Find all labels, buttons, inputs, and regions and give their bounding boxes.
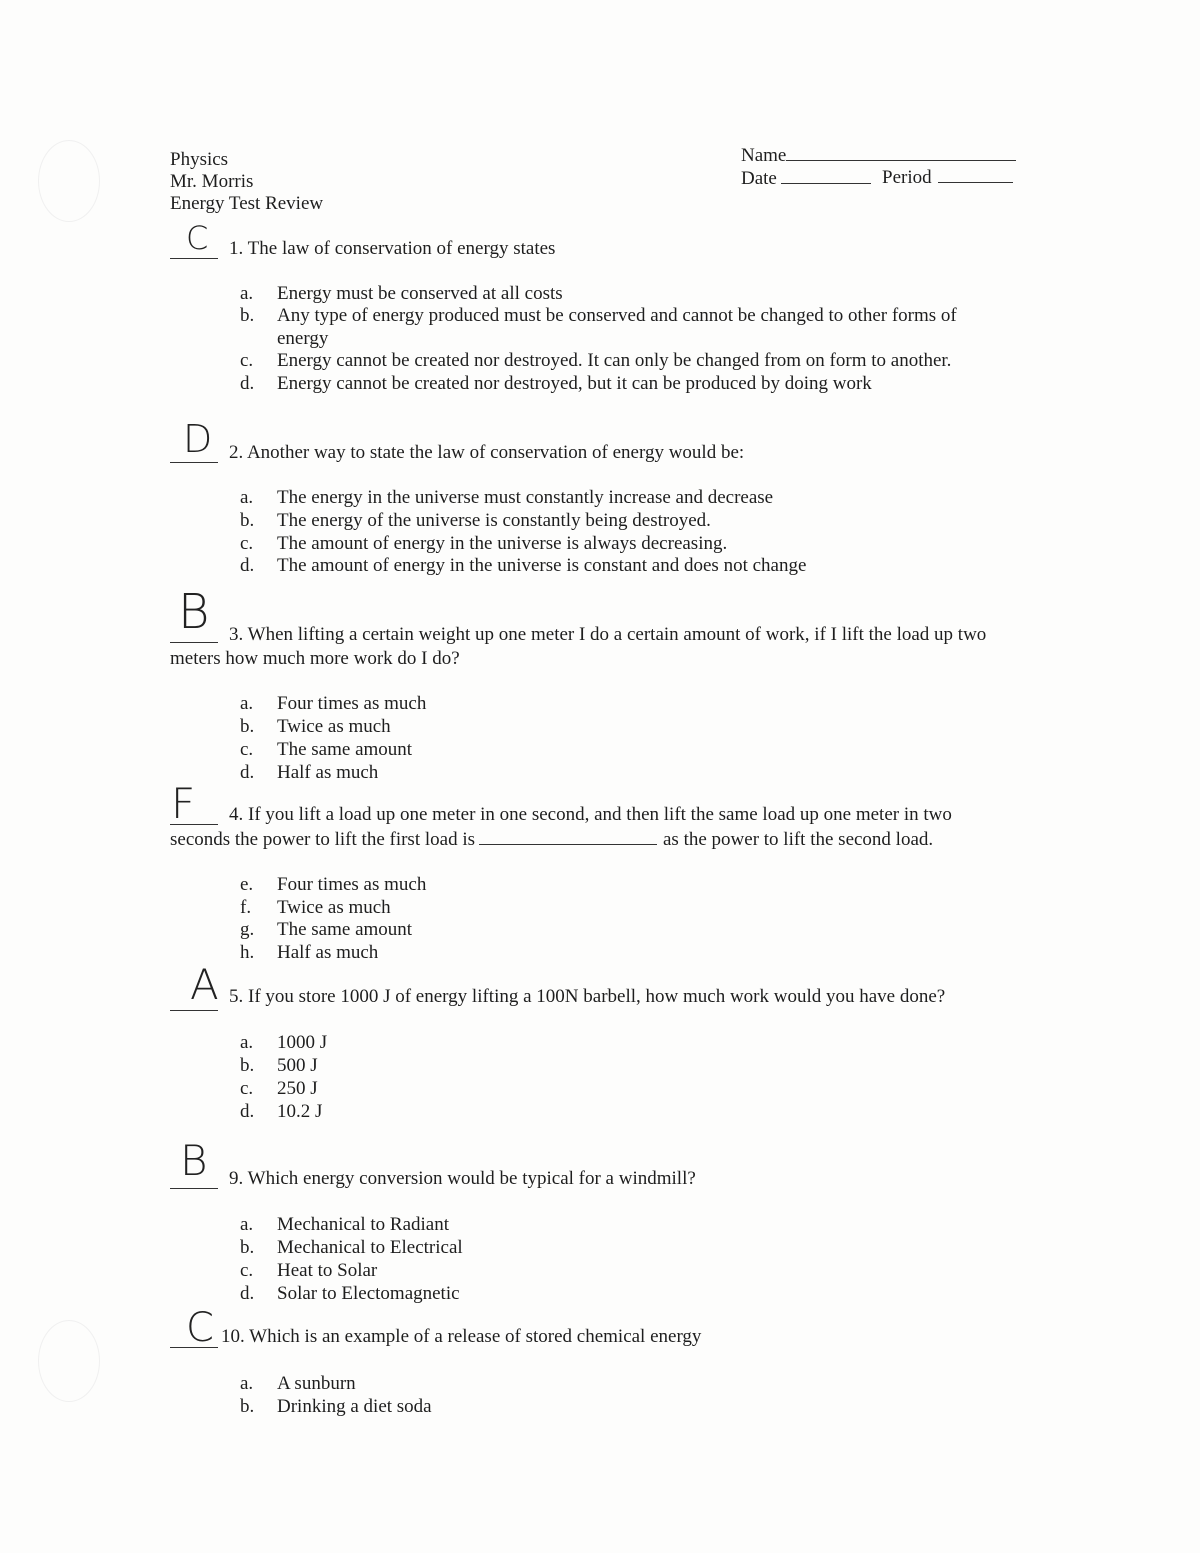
option-letter: b.	[240, 1396, 255, 1417]
option-letter: d.	[240, 762, 255, 783]
question-text: 1. The law of conservation of energy states	[229, 238, 556, 259]
option-text: 500 J	[277, 1055, 318, 1076]
question-text: 10. Which is an example of a release of stored chemical energy	[221, 1326, 702, 1347]
option-letter: g.	[240, 919, 255, 940]
question-text-part: as the power to lift the second load.	[663, 829, 934, 850]
answer-blank[interactable]	[170, 1188, 218, 1189]
answer-blank[interactable]	[170, 824, 218, 825]
option-text: Drinking a diet soda	[277, 1396, 432, 1417]
date-field[interactable]	[741, 167, 871, 190]
option-letter: c.	[240, 350, 254, 371]
option-text: The amount of energy in the universe is constant and does not change	[277, 555, 807, 576]
option-text: energy	[277, 328, 329, 349]
option-text: The amount of energy in the universe is always decreasing.	[277, 533, 728, 554]
name-field[interactable]	[741, 144, 1016, 167]
option-text: Half as much	[277, 942, 379, 963]
question-text: 9. Which energy conversion would be typical for a windmill?	[229, 1168, 696, 1189]
punch-hole-mark	[38, 140, 100, 222]
option-text: Energy cannot be created nor destroyed. It can only be changed from on form to another.	[277, 350, 952, 371]
question-text-continued: meters how much more work do I do?	[170, 648, 460, 669]
question-text: 2. Another way to state the law of conservation of energy would be:	[229, 442, 745, 463]
option-letter: d.	[240, 1283, 255, 1304]
option-text: Four times as much	[277, 874, 427, 895]
answer-blank[interactable]	[170, 462, 218, 463]
option-text: The energy of the universe is constantly being destroyed.	[277, 510, 711, 531]
option-letter: b.	[240, 305, 255, 326]
option-letter: c.	[240, 1078, 254, 1099]
option-letter: d.	[240, 1101, 255, 1122]
period-field[interactable]	[882, 166, 1013, 189]
option-letter: b.	[240, 1055, 255, 1076]
date-blank[interactable]	[781, 167, 871, 184]
punch-hole-mark	[38, 1320, 100, 1402]
answer-blank[interactable]	[170, 642, 218, 643]
handwritten-answer: D	[183, 417, 213, 461]
period-label: Period	[882, 167, 932, 188]
option-letter: c.	[240, 1260, 254, 1281]
handwritten-answer: B	[178, 584, 210, 640]
option-text: The energy in the universe must constantly increase and decrease	[277, 487, 774, 508]
option-letter: a.	[240, 1373, 254, 1394]
option-text: The same amount	[277, 739, 413, 760]
worksheet-title: Energy Test Review	[170, 193, 324, 214]
option-letter: b.	[240, 1237, 255, 1258]
option-text: Twice as much	[277, 716, 391, 737]
question-text: 3. When lifting a certain weight up one meter I do a certain amount of work, if I lift the load up two	[229, 624, 987, 645]
teacher-label: Mr. Morris	[170, 171, 254, 192]
option-letter: d.	[240, 373, 255, 394]
option-letter: a.	[240, 283, 254, 304]
option-letter: h.	[240, 942, 255, 963]
option-text: 10.2 J	[277, 1101, 323, 1122]
answer-blank[interactable]	[170, 258, 218, 259]
option-text: Four times as much	[277, 693, 427, 714]
name-blank[interactable]	[786, 144, 1016, 161]
option-text: Solar to Electomagnetic	[277, 1283, 460, 1304]
option-letter: e.	[240, 874, 254, 895]
option-letter: a.	[240, 1032, 254, 1053]
question-text-part: seconds the power to lift the first load is	[170, 829, 475, 850]
option-text: Heat to Solar	[277, 1260, 378, 1281]
option-text: Half as much	[277, 762, 379, 783]
answer-blank[interactable]	[170, 1347, 218, 1348]
option-text: 1000 J	[277, 1032, 328, 1053]
question-text-continued	[170, 828, 933, 851]
option-letter: b.	[240, 510, 255, 531]
option-letter: c.	[240, 533, 254, 554]
date-label: Date	[741, 168, 777, 189]
fill-in-blank[interactable]	[479, 828, 657, 845]
subject-label: Physics	[170, 149, 229, 170]
period-blank[interactable]	[938, 166, 1013, 183]
handwritten-answer: C	[186, 219, 209, 257]
handwritten-answer: A	[190, 960, 219, 1009]
option-text: Mechanical to Radiant	[277, 1214, 449, 1235]
option-letter: a.	[240, 487, 254, 508]
option-text: Any type of energy produced must be conserved and cannot be changed to other forms of	[277, 305, 957, 326]
name-label: Name	[741, 145, 787, 166]
question-text: 4. If you lift a load up one meter in one second, and then lift the same load up one meter in two	[229, 804, 952, 825]
option-letter: b.	[240, 716, 255, 737]
handwritten-answer: B	[180, 1136, 208, 1185]
option-text: The same amount	[277, 919, 413, 940]
handwritten-answer: C	[186, 1305, 214, 1351]
option-text: Energy cannot be created nor destroyed, but it can be produced by doing work	[277, 373, 872, 394]
option-text: Twice as much	[277, 897, 391, 918]
answer-blank[interactable]	[170, 1010, 218, 1011]
option-letter: a.	[240, 693, 254, 714]
option-text: 250 J	[277, 1078, 318, 1099]
handwritten-answer: F	[171, 779, 196, 828]
option-letter: c.	[240, 739, 254, 760]
option-letter: d.	[240, 555, 255, 576]
option-text: Mechanical to Electrical	[277, 1237, 463, 1258]
option-text: A sunburn	[277, 1373, 356, 1394]
question-text: 5. If you store 1000 J of energy lifting a 100N barbell, how much work would you have done?	[229, 986, 946, 1007]
option-letter: f.	[240, 897, 252, 918]
option-text: Energy must be conserved at all costs	[277, 283, 563, 304]
option-letter: a.	[240, 1214, 254, 1235]
